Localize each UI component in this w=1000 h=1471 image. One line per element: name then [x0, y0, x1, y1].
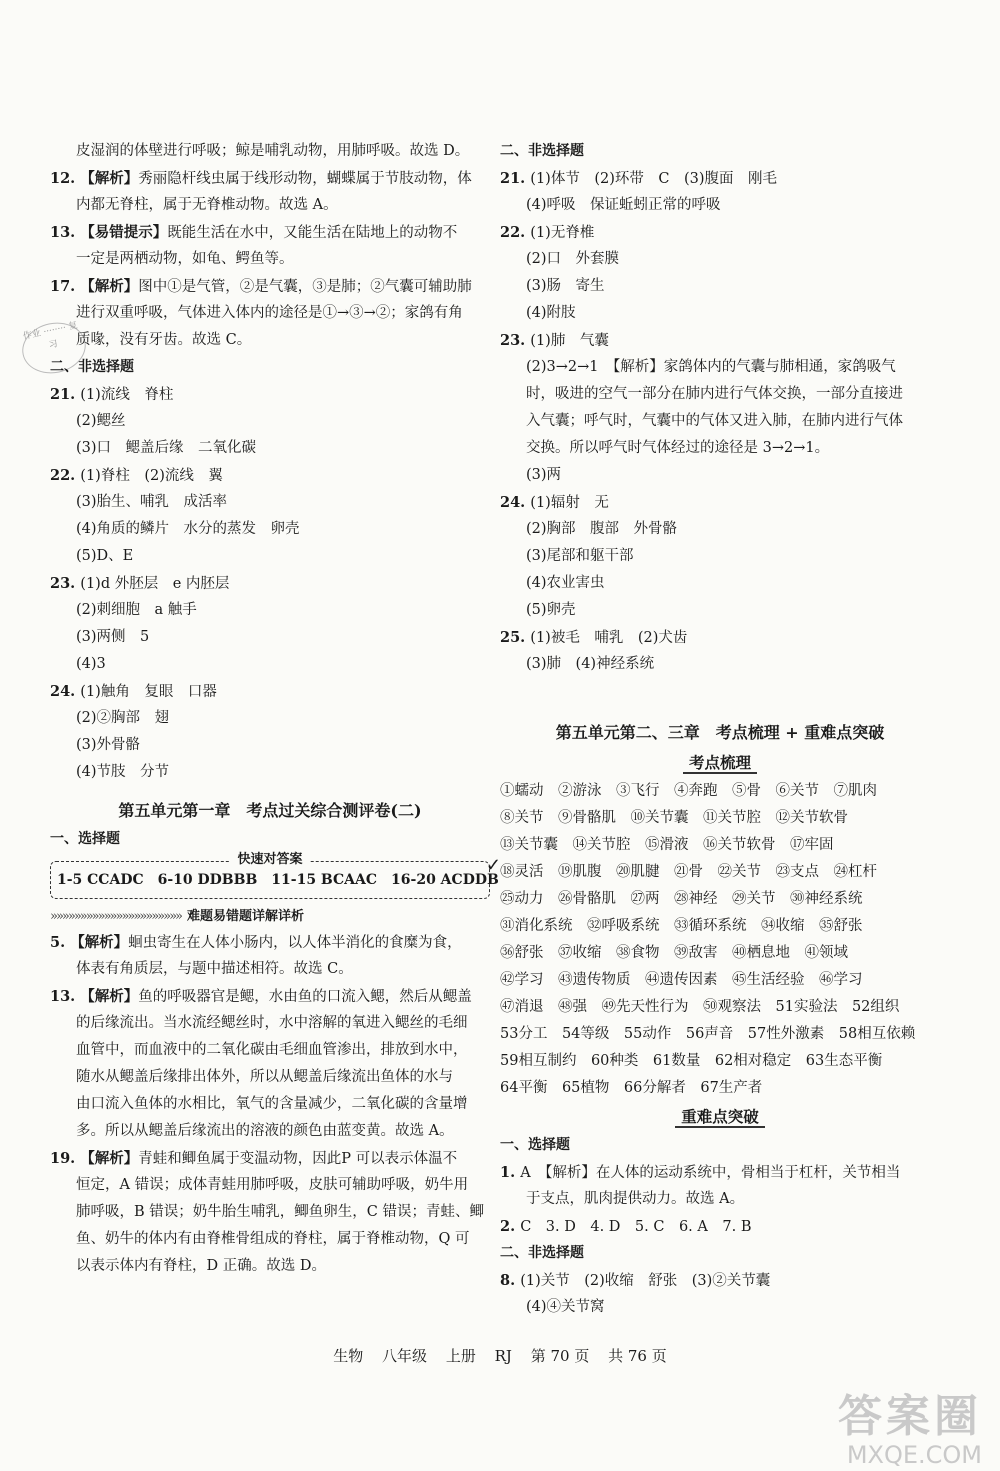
answer-line [50, 983, 490, 1010]
watermark [838, 1392, 982, 1468]
answer-line [50, 192, 490, 219]
answer-line [500, 246, 940, 273]
analysis-tag: 【易错提示】 [80, 224, 168, 241]
subtitle-zhongnan [500, 1102, 940, 1132]
analysis-tag: 【解析】 [70, 934, 129, 951]
answer-text: (3)口 鳃盖后缘 二氧化碳 [76, 440, 257, 456]
answer-line [500, 408, 940, 435]
answer-text: (4)农业害虫 [526, 575, 605, 591]
answer-line [50, 381, 490, 408]
answer-line [50, 1172, 490, 1199]
answer-line [500, 273, 940, 300]
answer-text: (2)口 外套膜 [526, 251, 620, 267]
kaodian-item-row: ㉕动力 ㉖骨骼肌 ㉗两 ㉘神经 ㉙关节 ㉚神经系统 [500, 891, 863, 907]
answer-text: (1)体节 (2)环带 C (3)腹面 刚毛 [530, 171, 777, 187]
answer-line [50, 1010, 490, 1037]
answer-line [50, 1226, 490, 1253]
answer-line [500, 651, 940, 678]
question-number: 22. [50, 467, 81, 484]
answer-line [500, 327, 940, 354]
answer-line [50, 597, 490, 624]
answer-line [50, 435, 490, 462]
footer-page: 第 70 页 [530, 1347, 590, 1365]
answer-text: (1)被毛 哺乳 (2)犬齿 [530, 630, 688, 646]
kaodian-item-row: ㊷学习 ㊸遗传物质 ㊹遗传因素 ㊺生活经验 ㊻学习 [500, 972, 863, 988]
answer-text: 图中①是气管，②是气囊，③是肺；②气囊可辅助肺 [138, 279, 472, 295]
answer-line [500, 354, 940, 381]
answer-text: 肺呼吸，B 错误；奶牛胎生哺乳，鲫鱼卵生，C 错误；青蛙、鲫 [76, 1204, 484, 1220]
kaodian-item-row: 59相互制约 60种类 61数量 62相对稳定 63生态平衡 [500, 1053, 883, 1069]
question-number: 8. [500, 1272, 521, 1289]
question-number: 12. [50, 170, 81, 187]
left-answers-part2 [50, 929, 490, 1280]
watermark-logo: 答案圈 [838, 1391, 982, 1442]
footer-total: 共 76 页 [608, 1347, 667, 1365]
answer-line [500, 435, 940, 462]
subtitle-zhongnan-text: 重难点突破 [675, 1107, 765, 1128]
question-number: 21. [500, 170, 531, 187]
answer-line [50, 1064, 490, 1091]
question-number: 25. [500, 629, 531, 646]
question-number: 24. [500, 494, 531, 511]
kaodian-item-row: ①蠕动 ②游泳 ③飞行 ④奔跑 ⑤骨 ⑥关节 ⑦肌肉 [500, 783, 877, 799]
answer-text: (4)角质的鳞片 水分的蒸发 卵壳 [76, 521, 300, 537]
analysis-tag: 【解析】 [80, 1150, 139, 1167]
answer-text: 蛔虫寄生在人体小肠内，以人体半消化的食糜为食， [128, 935, 462, 951]
answer-line [50, 138, 490, 165]
left-column [50, 138, 501, 1280]
check-icon: ✓ [485, 855, 501, 876]
analysis-tag: 【解析】 [80, 988, 139, 1005]
kaodian-item-row: ㊼消退 ㊽强 ㊾先天性行为 ㊿观察法 51实验法 52组织 [500, 999, 900, 1015]
answer-line [50, 732, 490, 759]
question-number: 13. [50, 988, 81, 1005]
answer-text: 鱼的呼吸器官是鳃，水由鱼的口流入鳃，然后从鳃盖 [138, 989, 472, 1005]
answer-line [50, 219, 490, 246]
answer-text: (3)尾部和躯干部 [526, 548, 634, 564]
answer-text: (3)两 [526, 467, 562, 483]
kaodian-item-row: ⑬关节囊 ⑭关节腔 ⑮滑液 ⑯关节软骨 ⑰牢固 [500, 837, 834, 853]
section-label: 二、非选择题 [500, 1245, 584, 1261]
answer-text: (2)胸部 腹部 外骨骼 [526, 521, 678, 537]
footer-subject: 生物 [333, 1347, 364, 1365]
answer-text: 秀丽隐杆线虫属于线形动物，蝴蝶属于节肢动物，体 [138, 171, 472, 187]
answer-text: 质喙，没有牙齿。故选 C。 [76, 332, 252, 348]
answer-line [500, 1213, 940, 1240]
answer-text: (1)关节 (2)收缩 舒张 (3)②关节囊 [520, 1273, 771, 1289]
answer-line [50, 543, 490, 570]
answer-text: A 【解析】在人体的运动系统中，骨相当于杠杆，关节相当 [520, 1165, 901, 1181]
answer-text: (1)d 外胚层 e 内胚层 [80, 576, 230, 592]
question-number: 22. [500, 224, 531, 241]
answer-line [500, 462, 940, 489]
detail-banner [50, 905, 490, 929]
answer-text: 随水从鳃盖后缘排出体外，所以从鳃盖后缘流出鱼体的水与 [76, 1069, 453, 1085]
page-footer [0, 1345, 1000, 1366]
question-number: 2. [500, 1218, 521, 1235]
answer-line [50, 956, 490, 983]
answer-line [500, 597, 940, 624]
answer-text: (2)3→2→1 【解析】家鸽体内的气囊与肺相通，家鸽吸气 [526, 359, 896, 375]
analysis-tag: 【解析】 [80, 170, 139, 187]
answer-line [500, 570, 940, 597]
answer-text: 恒定，A 错误；成体青蛙用肺呼吸，皮肤可辅助呼吸，奶牛用 [76, 1177, 469, 1193]
answer-text: 于支点，肌肉提供动力。故选 A。 [526, 1191, 745, 1207]
answer-line [50, 1253, 490, 1280]
answer-text: (5)卵壳 [526, 602, 576, 618]
answer-text: 以表示体内有脊柱，D 正确。故选 D。 [76, 1258, 326, 1274]
answer-text: (4)节肢 分节 [76, 764, 170, 780]
right-answers-part2 [500, 1132, 940, 1321]
answer-text: 由口流入鱼体的水相比，氧气的含量减少，二氧化碳的含量增 [76, 1096, 468, 1112]
answer-text: (3)胎生、哺乳 成活率 [76, 494, 228, 510]
answer-text: (1)脊柱 (2)流线 翼 [80, 468, 223, 484]
answer-line [50, 1145, 490, 1172]
answer-line [500, 1186, 940, 1213]
answer-line [500, 1159, 940, 1186]
kaodian-list [500, 778, 940, 1102]
section-title-right: 第五单元第二、三章 考点梳理 + 重难点突破 [555, 723, 885, 742]
answer-line [50, 1118, 490, 1145]
answer-text: 进行双重呼吸，气体进入体内的途径是①→③→②；家鸽有角 [76, 305, 463, 321]
answer-line [50, 1199, 490, 1226]
answer-line [500, 489, 940, 516]
answer-text: (3)两侧 5 [76, 629, 150, 645]
answer-text: 时，吸进的空气一部分在肺内进行气体交换，一部分直接进 [526, 386, 903, 402]
answer-text: (4)④关节窝 [526, 1299, 605, 1315]
stamp-mark: 作业 ········ 复习 [18, 317, 91, 379]
answer-text: (5)D、E [76, 548, 134, 564]
answer-line [50, 516, 490, 543]
answer-line [50, 624, 490, 651]
answer-text: 多。所以从鳃盖后缘流出的溶液的颜色由蓝变黄。故选 A。 [76, 1123, 454, 1139]
answer-text: 血管中，而血液中的二氧化碳由毛细血管渗出，排放到水中， [76, 1042, 468, 1058]
kaodian-item-row: ㉛消化系统 ㉜呼吸系统 ㉝循环系统 ㉞收缩 ㉟舒张 [500, 918, 863, 934]
answer-line [500, 165, 940, 192]
answer-line [50, 408, 490, 435]
answer-text: (1)辐射 无 [530, 495, 609, 511]
footer-grade: 八年级 [382, 1347, 428, 1365]
answer-line [50, 929, 490, 956]
answer-line [50, 678, 490, 705]
section-label: 一、选择题 [50, 831, 120, 847]
question-number: 5. [50, 934, 71, 951]
quick-answer-values: 1-5 CCADC 6-10 DDBBB 11-15 BCAAC 16-20 ACDDB [57, 872, 499, 888]
answer-line [50, 1091, 490, 1118]
subtitle-kaodian-text: 考点梳理 [683, 753, 757, 774]
footer-volume: 上册 [445, 1347, 476, 1365]
answer-line [500, 192, 940, 219]
answer-line [50, 165, 490, 192]
section-label: 一、选择题 [500, 1137, 570, 1153]
answer-text: (4)呼吸 保证蚯蚓正常的呼吸 [526, 197, 721, 213]
quick-answer-label: 快速对答案 [229, 852, 310, 868]
answer-text: (3)肠 寄生 [526, 278, 605, 294]
answer-line [500, 624, 940, 651]
answer-line [500, 381, 940, 408]
answer-line [50, 705, 490, 732]
subtitle-kaodian [500, 748, 940, 778]
answer-text: 内都无脊柱，属于无脊椎动物。故选 A。 [76, 197, 338, 213]
section-label: 二、非选择题 [50, 359, 134, 375]
answer-text: (4)3 [76, 656, 106, 672]
answer-text: 一定是两栖动物，如龟、鳄鱼等。 [76, 251, 294, 267]
answer-text: (2)鳃丝 [76, 413, 126, 429]
answer-line [500, 543, 940, 570]
answer-text: 皮湿润的体壁进行呼吸；鲸是哺乳动物，用肺呼吸。故选 D。 [76, 143, 470, 159]
footer-edition: RJ [494, 1347, 512, 1365]
question-number: 21. [50, 386, 81, 403]
kaodian-item-row: 64平衡 65植物 66分解者 67生产者 [500, 1080, 763, 1096]
answer-line [50, 570, 490, 597]
answer-line [500, 300, 940, 327]
answer-line [500, 219, 940, 246]
answer-text: C 3. D 4. D 5. C 6. A 7. B [520, 1219, 752, 1235]
kaodian-item-row: ⑱灵活 ⑲肌腹 ⑳肌腱 ㉑骨 ㉒关节 ㉓支点 ㉔杠杆 [500, 864, 877, 880]
answer-line [50, 462, 490, 489]
question-number: 13. [50, 224, 81, 241]
kaodian-item-row: 53分工 54等级 55动作 56声音 57性外激素 58相互依赖 [500, 1026, 916, 1042]
right-answers-part1 [500, 138, 940, 678]
answer-line [50, 246, 490, 273]
section-label: 二、非选择题 [500, 143, 584, 159]
quick-answer-box [50, 852, 501, 899]
banner-text: 难题易错题详解详析 [186, 909, 304, 924]
answer-text: 鱼、奶牛的体内有由脊椎骨组成的脊柱，属于脊椎动物，Q 可 [76, 1231, 470, 1247]
answer-line [500, 1267, 940, 1294]
answer-text: (2)②胸部 翅 [76, 710, 170, 726]
answer-text: (4)附肢 [526, 305, 576, 321]
answer-line [50, 651, 490, 678]
kaodian-item-row: ⑧关节 ⑨骨骼肌 ⑩关节囊 ⑪关节腔 ⑫关节软骨 [500, 810, 848, 826]
answer-text: 交换。所以呼气时气体经过的途径是 3→2→1。 [526, 440, 830, 456]
answer-text: (1)肺 气囊 [530, 333, 609, 349]
section-title-left: 第五单元第一章 考点过关综合测评卷(二) [118, 801, 422, 820]
answer-text: (2)刺细胞 a 触手 [76, 602, 197, 618]
answer-line [500, 516, 940, 543]
answer-line [50, 327, 490, 354]
question-number: 1. [500, 1164, 521, 1181]
kaodian-item-row: ㊱舒张 ㊲收缩 ㊳食物 ㊴敌害 ㊵栖息地 ㊶领域 [500, 945, 848, 961]
question-number: 17. [50, 278, 81, 295]
answer-text: (1)流线 脊柱 [80, 387, 174, 403]
answer-text: (1)触角 复眼 口器 [80, 684, 217, 700]
answer-line [50, 300, 490, 327]
answer-text: (3)外骨骼 [76, 737, 141, 753]
answer-line [500, 1294, 940, 1321]
left-answers-part1 [50, 138, 490, 786]
answer-line [50, 1037, 490, 1064]
answer-line [50, 759, 490, 786]
right-column [500, 138, 940, 1321]
watermark-url: MXQE.COM [846, 1441, 982, 1469]
answer-text: (1)无脊椎 [530, 225, 595, 241]
answer-text: 入气囊；呼气时，气囊中的气体又进入肺，在肺内进行气体 [526, 413, 903, 429]
answer-text: 青蛙和鲫鱼属于变温动物，因此P 可以表示体温不 [138, 1151, 458, 1167]
answer-text: 体表有角质层，与题中描述相符。故选 C。 [76, 961, 353, 977]
answer-text: 既能生活在水中，又能生活在陆地上的动物不 [167, 225, 458, 241]
answer-text: 的后缘流出。当水流经鳃丝时，水中溶解的氧进入鳃丝的毛细 [76, 1015, 468, 1031]
answer-line [50, 273, 490, 300]
answer-text: (3)肺 (4)神经系统 [526, 656, 655, 672]
chevrons-icon: »»»»»»»»»»»»»»»»»»»»»» [50, 909, 181, 924]
question-number: 24. [50, 683, 81, 700]
question-number: 19. [50, 1150, 81, 1167]
question-number: 23. [50, 575, 81, 592]
question-number: 23. [500, 332, 531, 349]
analysis-tag: 【解析】 [80, 278, 139, 295]
answer-line [50, 489, 490, 516]
